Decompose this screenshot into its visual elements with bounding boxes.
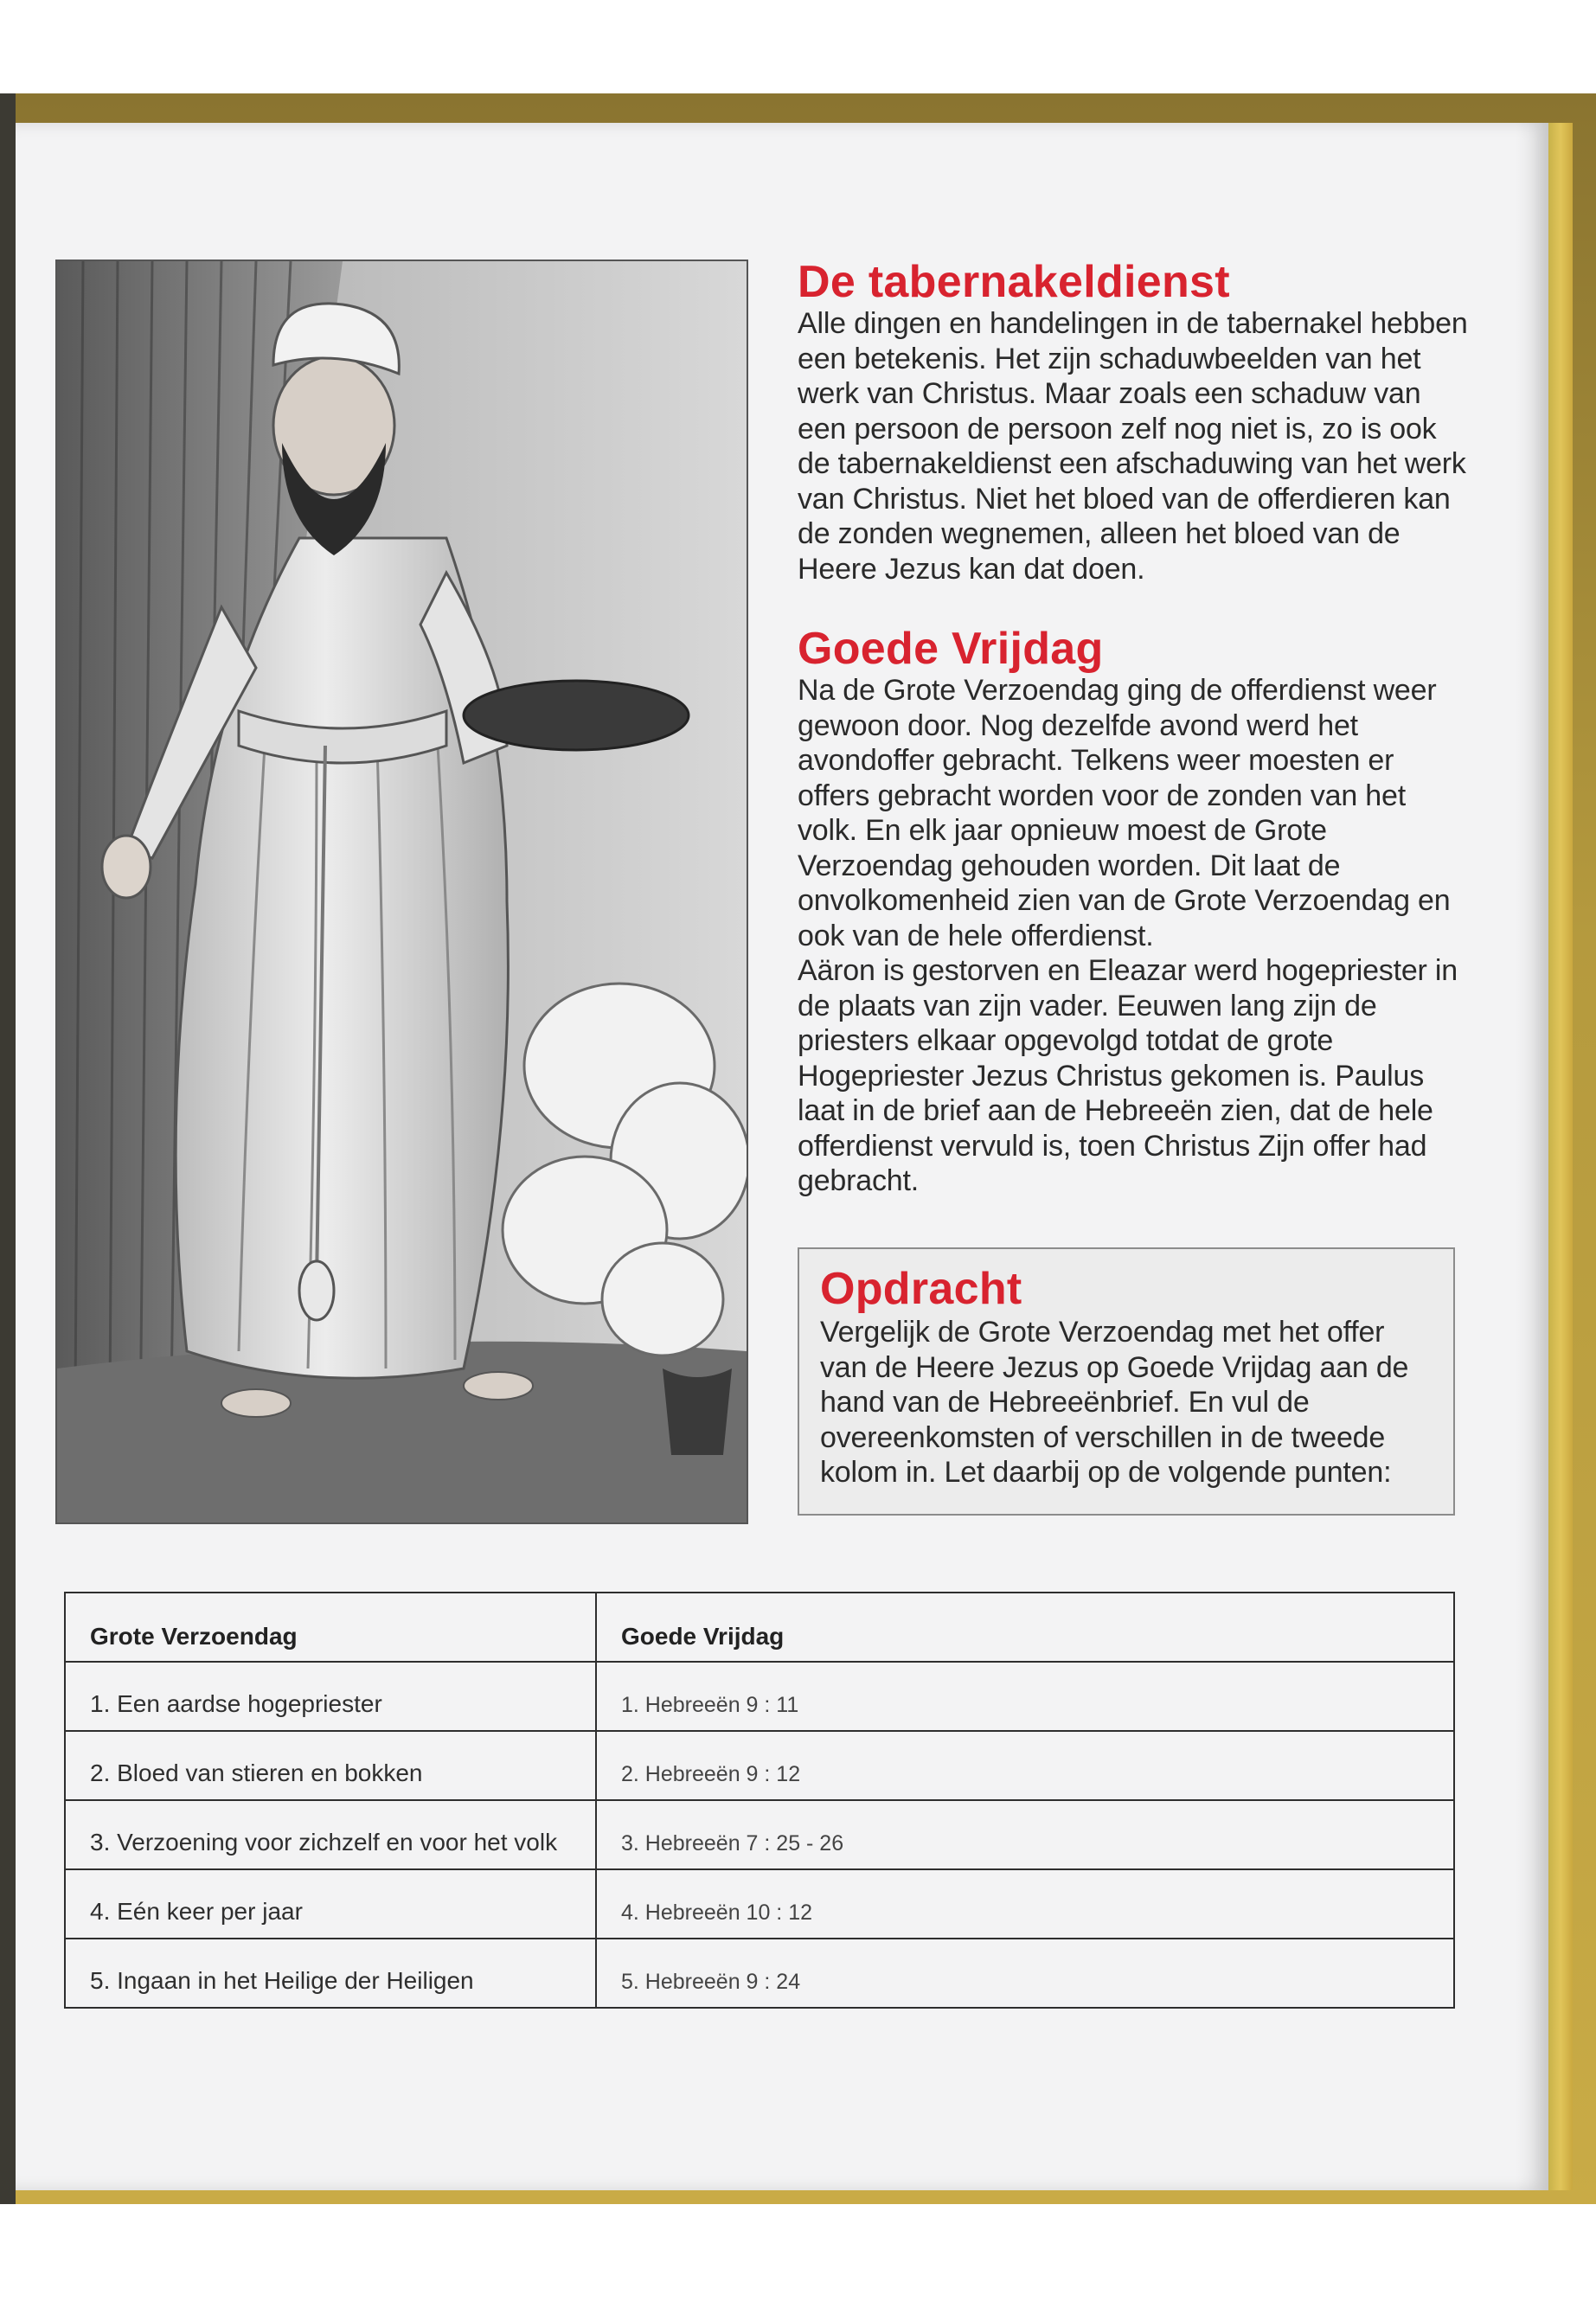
table-header-row: [65, 1593, 1454, 1662]
page-gutter-shadow: [1516, 123, 1550, 2190]
table-cell-left: 2. Bloed van stieren en bokken: [65, 1731, 596, 1800]
cover-gold-edge: [1548, 123, 1573, 2190]
table-cell-right: 4. Hebreeën 10 : 12: [596, 1869, 1454, 1939]
table-cell-right: 5. Hebreeën 9 : 24: [596, 1939, 1454, 2008]
table-row: [65, 1731, 1454, 1800]
paragraph-goede-vrijdag-2: Aäron is gestorven en Eleazar werd hogepriester in de plaats van zijn vader. Eeuwen lang zijn de priesters elkaar opgevolgd totdat de grote Hogepriester Jezus Christus gekomen is. Paulus laat in de brief aan de Hebreeën zien, dat de hele offerdienst vervuld is, toen Christus Zijn offer had gebracht.: [798, 954, 1458, 1197]
heading-tabernakeldienst: De tabernakeldienst: [798, 257, 1230, 307]
paragraph-goede-vrijdag-1: Na de Grote Verzoendag ging de offerdienst weer gewoon door. Nog dezelfde avond werd het avondoffer gebracht. Telkens weer moesten er offers gebracht worden voor de zonden van het volk. En elk jaar opnieuw moest de Grote Verzoendag gehouden worden. Dit laat de onvolkomenheid zien van de Grote Verzoendag en ook van de hele offerdienst.: [798, 674, 1451, 952]
priest-engraving: [57, 261, 747, 1522]
heading-goede-vrijdag: Goede Vrijdag: [798, 624, 1104, 674]
heading-opdracht: Opdracht: [820, 1264, 1022, 1314]
paragraph-opdracht: Vergelijk de Grote Verzoendag met het offer van de Heere Jezus op Goede Vrijdag aan de hand van de Hebreeënbrief. En vul de overeenkomsten of verschillen in de tweede kolom in. Let daarbij op de volgende punten:: [820, 1316, 1409, 1489]
table-row: [65, 1939, 1454, 2008]
table-cell-left: 1. Een aardse hogepriester: [65, 1662, 596, 1731]
table-cell-left: 4. Eén keer per jaar: [65, 1869, 596, 1939]
table-cell-right: 3. Hebreeën 7 : 25 - 26: [596, 1800, 1454, 1869]
comparison-table: [64, 1592, 1455, 2009]
table-row: [65, 1662, 1454, 1731]
table-cell-left: 3. Verzoening voor zichzelf en voor het volk: [65, 1800, 596, 1869]
header-goede-vrijdag: Goede Vrijdag: [596, 1593, 1454, 1662]
section-tabernakeldienst: [798, 258, 1472, 586]
cover-edge: [0, 93, 16, 2204]
section-goede-vrijdag: [798, 625, 1472, 1199]
paragraph-tabernakeldienst: Alle dingen en handelingen in de tabernakel hebben een betekenis. Het zijn schaduwbeelden van het werk van Christus. Maar zoals een schaduw van een persoon de persoon zelf nog niet is, zo is ook de tabernakeldienst een afschaduwing van het werk van Christus. Niet het bloed van de offerdieren kan de zonden wegnemen, alleen het bloed van de Heere Jezus kan dat doen.: [798, 307, 1468, 586]
header-grote-verzoendag: Grote Verzoendag: [65, 1593, 596, 1662]
table-cell-right: 1. Hebreeën 9 : 11: [596, 1662, 1454, 1731]
table-row: [65, 1869, 1454, 1939]
table-cell-right: 2. Hebreeën 9 : 12: [596, 1731, 1454, 1800]
table-row: [65, 1800, 1454, 1869]
assignment-box: [798, 1247, 1455, 1516]
high-priest-illustration: [55, 260, 748, 1524]
table-cell-left: 5. Ingaan in het Heilige der Heiligen: [65, 1939, 596, 2008]
